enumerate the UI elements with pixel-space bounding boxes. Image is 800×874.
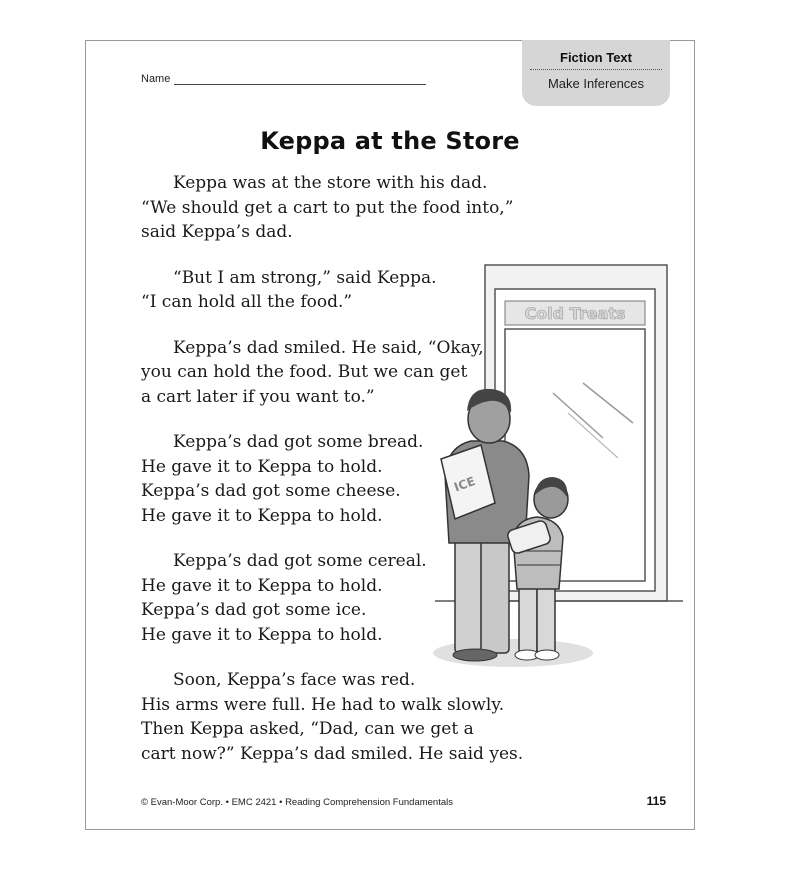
category-tab (522, 40, 670, 106)
paragraph (141, 171, 561, 245)
story-line: you can hold the food. But we can get (141, 362, 468, 382)
tab-skill: Make Inferences (547, 76, 645, 91)
story-line: a cart later if you want to.” (141, 386, 375, 407)
paragraph (141, 668, 561, 766)
name-line[interactable] (174, 84, 426, 85)
store-illustration (433, 263, 695, 675)
ice-label: ICE (452, 473, 478, 495)
footer-copyright: © Evan-Moor Corp. • EMC 2421 • Reading Comprehension Fundamentals (141, 797, 453, 808)
freezer-sign: Cold Treats (524, 304, 626, 323)
worksheet-page (85, 40, 695, 830)
story-line: Keppa’s dad got some cereal. (173, 551, 427, 571)
story-title: Keppa at the Store (260, 127, 520, 155)
story-line: He gave it to Keppa to hold. (141, 624, 383, 645)
story-line: He gave it to Keppa to hold. (141, 575, 383, 596)
story-line: Keppa’s dad got some bread. (173, 432, 424, 452)
page-number: 115 (646, 794, 666, 808)
story-line: He gave it to Keppa to hold. (141, 456, 383, 477)
name-label: Name (141, 73, 171, 85)
story-line: “But I am strong,” said Keppa. (173, 267, 437, 288)
story-line: Keppa’s dad got some ice. (141, 600, 367, 620)
story-line: “I can hold all the food.” (141, 292, 353, 312)
story-line: Keppa was at the store with his dad. (173, 173, 488, 193)
story-line: His arms were full. He had to walk slowly. (141, 694, 505, 715)
story-line: said Keppa’s dad. (141, 222, 293, 242)
story-line: He gave it to Keppa to hold. (141, 505, 383, 526)
tab-category: Fiction Text (560, 50, 632, 65)
story-line: Then Keppa asked, “Dad, can we get a (141, 719, 474, 739)
story-line: “We should get a cart to put the food into,” (141, 197, 514, 218)
story-line: cart now?” Keppa’s dad smiled. He said yes. (141, 743, 524, 764)
story-line: Keppa’s dad got some cheese. (141, 481, 401, 501)
story-line: Keppa’s dad smiled. He said, “Okay, (173, 337, 484, 358)
story-line: Soon, Keppa’s face was red. (173, 670, 416, 690)
